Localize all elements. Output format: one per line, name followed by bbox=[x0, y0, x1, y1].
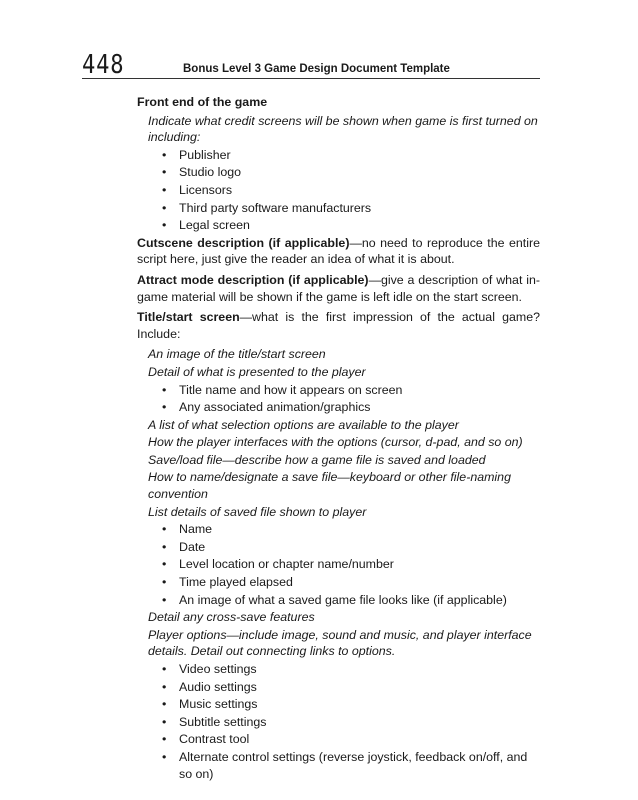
list-item: • Studio logo bbox=[179, 164, 540, 181]
attract-mode-text: —give a description of what in-game material will be shown if the game is left idle on the start screen. bbox=[137, 272, 540, 304]
presented-detail-list bbox=[137, 382, 540, 416]
cross-save-note: Detail any cross-save features bbox=[148, 610, 315, 625]
cutscene-paragraph bbox=[137, 235, 540, 268]
cutscene-text: —no need to reproduce the entire script here, just give the reader an idea of what it is about. bbox=[137, 235, 540, 267]
page-body bbox=[137, 94, 540, 783]
front-end-heading: Front end of the game bbox=[137, 95, 268, 109]
title-screen-label: Title/start screen bbox=[137, 310, 240, 325]
save-name-note: How to name/designate a save file—keyboard or other file-naming convention bbox=[148, 470, 511, 502]
list-item: • Subtitle settings bbox=[179, 714, 540, 731]
list-item: • Time played elapsed bbox=[179, 574, 540, 591]
list-item: • An image of what a saved game file looks like (if applicable) bbox=[179, 592, 540, 609]
list-item: • Third party software manufacturers bbox=[179, 200, 540, 217]
list-item: • Level location or chapter name/number bbox=[179, 556, 540, 573]
interface-note: How the player interfaces with the options (cursor, d-pad, and so on) bbox=[148, 435, 523, 450]
front-end-note: Indicate what credit screens will be shown when game is first turned on including: bbox=[148, 113, 538, 145]
list-item: • Legal screen bbox=[179, 217, 540, 234]
saved-file-details-list bbox=[137, 521, 540, 608]
list-item: • Title name and how it appears on screen bbox=[179, 382, 540, 399]
list-item: • Alternate control settings (reverse joystick, feedback on/off, and so on) bbox=[179, 749, 540, 782]
save-load-note: Save/load file—describe how a game file is saved and loaded bbox=[148, 452, 486, 467]
list-item: • Video settings bbox=[179, 661, 540, 678]
cutscene-label: Cutscene description (if applicable) bbox=[137, 235, 350, 250]
list-item: • Name bbox=[179, 521, 540, 538]
list-item: • Contrast tool bbox=[179, 731, 540, 748]
player-options-list bbox=[137, 661, 540, 782]
credit-screens-list bbox=[137, 147, 540, 234]
list-item: • Date bbox=[179, 539, 540, 556]
saved-file-details-note: List details of saved file shown to player bbox=[148, 504, 367, 519]
list-item: • Any associated animation/graphics bbox=[179, 399, 540, 416]
list-item: • Licensors bbox=[179, 182, 540, 199]
running-head: Bonus Level 3 Game Design Document Template bbox=[183, 63, 450, 75]
header-rule bbox=[82, 78, 540, 79]
page-number: 448 bbox=[82, 50, 125, 80]
list-item: • Publisher bbox=[179, 147, 540, 164]
list-item: • Music settings bbox=[179, 696, 540, 713]
title-screen-text: —what is the first impression of the actual game? Include: bbox=[137, 310, 540, 341]
list-item: • Audio settings bbox=[179, 679, 540, 696]
title-screen-paragraph bbox=[137, 309, 540, 342]
player-options-note: Player options—include image, sound and music, and player interface details. Detail out connecting links to options. bbox=[148, 627, 532, 659]
attract-mode-label: Attract mode description (if applicable) bbox=[137, 272, 369, 287]
title-image-note: An image of the title/start screen bbox=[148, 347, 326, 362]
selection-options-note: A list of what selection options are available to the player bbox=[148, 417, 459, 432]
attract-mode-paragraph bbox=[137, 272, 540, 305]
presented-detail-note: Detail of what is presented to the player bbox=[148, 364, 366, 379]
